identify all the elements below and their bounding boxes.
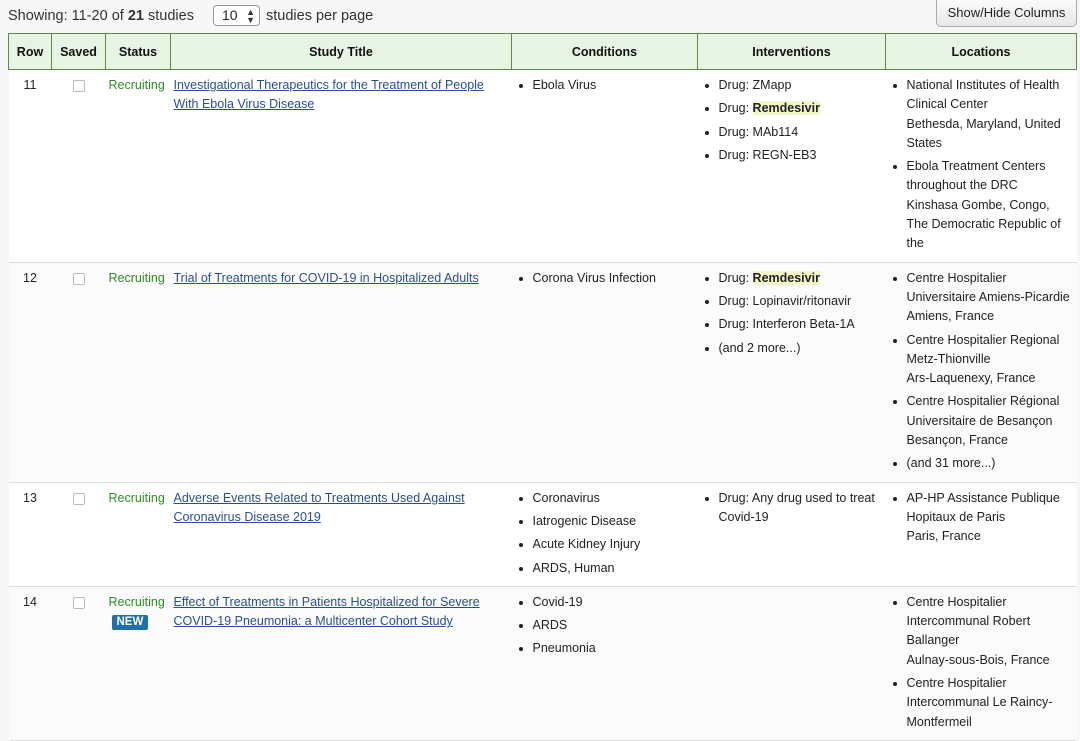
status-label: Recruiting [108,78,165,92]
intervention-item [719,339,883,358]
location-item: • Ebola Treatment Centers throughout the DRC Kinshasa Gombe, Congo, The Democratic Republic of the [907,157,1074,253]
conditions-cell [512,586,698,740]
table-row [9,262,1077,482]
status-cell [106,482,171,586]
location-item: • Centre Hospitalier Universitaire Amiens-Picardie Amiens, France [907,269,1074,327]
condition-item: • Covid-19 [533,593,695,612]
conditions-cell [512,262,698,482]
intervention-type: Drug: [718,78,753,92]
location-item: • AP-HP Assistance Publique Hopitaux de Paris Paris, France [907,489,1074,547]
intervention-type: Drug: [718,124,753,139]
saved-cell [52,70,106,263]
table-row [9,482,1077,586]
column-header-saved[interactable]: Saved [52,34,106,70]
saved-cell [52,586,106,740]
interventions-cell [698,70,886,263]
save-checkbox[interactable] [73,273,85,285]
interventions-cell [698,262,886,482]
interventions-cell [698,586,886,740]
status-cell [106,262,171,482]
locations-list [889,593,1074,732]
interventions-list [701,269,883,358]
conditions-list [515,269,695,288]
intervention-item [719,123,883,142]
location-item: • Centre Hospitalier Regional Metz-Thionville Ars-Laquenexy, France [907,331,1074,389]
locations-list [889,489,1074,547]
row-number: 13 [9,482,52,586]
status-label: Recruiting [108,270,165,285]
study-title-link[interactable]: Trial of Treatments for COVID-19 in Hospitalized Adults [173,270,479,285]
locations-cell [886,586,1077,740]
status-cell [106,70,171,263]
status-label: Recruiting [108,594,165,609]
study-title-cell [171,262,512,482]
intervention-name: Lopinavir/ritonavir [752,293,852,308]
intervention-name: MAb114 [752,124,799,139]
saved-cell [52,482,106,586]
study-title-cell [171,482,512,586]
location-item: • National Institutes of Health Clinical Center Bethesda, Maryland, United States [907,76,1074,153]
studies-table [8,33,1077,741]
intervention-item [719,76,883,95]
intervention-name: Remdesivir [752,101,820,116]
location-item: • (and 31 more...) [907,454,1074,473]
show-hide-columns-button[interactable]: Show/Hide Columns [936,0,1077,27]
study-title-link[interactable]: Investigational Therapeutics for the Treatment of People With Ebola Virus Disease [173,78,484,112]
save-checkbox[interactable] [73,597,85,609]
condition-item: • ARDS [533,616,695,635]
intervention-item [719,315,883,334]
column-header-interventions[interactable]: Interventions [698,34,886,70]
column-header-locations[interactable]: Locations [886,34,1077,70]
results-count: Showing: 11-20 of 21 studies [8,8,194,24]
row-number: 12 [9,262,52,482]
locations-list [889,76,1074,254]
condition-item: • Iatrogenic Disease [533,512,695,531]
conditions-cell [512,482,698,586]
column-header-status[interactable]: Status [106,34,171,70]
per-page-label: studies per page [266,8,374,24]
conditions-list [515,76,695,95]
intervention-type: Drug: [718,293,753,308]
column-header-study-title[interactable]: Study Title [171,34,512,70]
study-title-link[interactable]: Effect of Treatments in Patients Hospitalized for Severe COVID-19 Pneumonia: a Multicenter Cohort Study [173,594,480,629]
saved-cell [52,262,106,482]
per-page-select[interactable]: 10 ▲ ▼ [213,5,260,26]
intervention-name: ZMapp [752,78,792,92]
condition-item: • Corona Virus Infection [533,269,695,288]
condition-item: • Pneumonia [533,639,695,658]
intervention-item [719,146,883,165]
results-total: 21 [127,8,144,24]
column-header-conditions[interactable]: Conditions [512,34,698,70]
intervention-item [719,269,883,288]
intervention-type: Drug: [718,317,753,332]
study-title-cell [171,70,512,263]
conditions-list [515,489,695,578]
table-row [9,586,1077,740]
location-item: • Centre Hospitalier Intercommunal Le Raincy-Montfermeil [907,674,1074,732]
interventions-list [701,76,883,165]
table-row [9,70,1077,263]
intervention-item [719,99,883,118]
interventions-cell [698,482,886,586]
locations-cell [886,482,1077,586]
study-title-cell [171,586,512,740]
interventions-list [701,489,883,528]
intervention-item [719,292,883,311]
study-title-link[interactable]: Adverse Events Related to Treatments Used Against Coronavirus Disease 2019 [173,490,465,524]
condition-item: • Coronavirus [533,489,695,508]
results-toolbar [0,0,1080,33]
intervention-type: Drug: [718,147,753,162]
condition-item: • ARDS, Human [533,559,695,578]
row-number: 11 [9,70,52,263]
intervention-name: (and 2 more...) [718,340,801,355]
status-cell [106,586,171,740]
intervention-name: Remdesivir [752,270,820,285]
locations-cell [886,70,1077,263]
row-number: 14 [9,586,52,740]
stepper-arrows-icon: ▲ ▼ [246,7,255,25]
location-item: • Centre Hospitalier Régional Universitaire de Besançon Besançon, France [907,392,1074,450]
new-badge: NEW [112,615,149,630]
intervention-type: Drug: [718,490,752,505]
intervention-name: REGN-EB3 [752,147,817,162]
intervention-item [719,489,883,528]
save-checkbox[interactable] [73,80,85,92]
intervention-name: Any drug used to treat Covid-19 [718,490,875,524]
condition-item: • Ebola Virus [533,76,695,95]
conditions-list [515,593,695,659]
conditions-cell [512,70,698,263]
locations-list [889,269,1074,474]
table-header-row [9,34,1077,70]
location-item: • Centre Hospitalier Intercommunal Robert Ballanger Aulnay-sous-Bois, France [907,593,1074,670]
status-label: Recruiting [108,490,165,505]
intervention-type: Drug: [718,101,753,116]
condition-item: • Acute Kidney Injury [533,535,695,554]
intervention-name: Interferon Beta-1A [752,317,855,332]
save-checkbox[interactable] [73,493,85,505]
intervention-type: Drug: [718,270,753,285]
locations-cell [886,262,1077,482]
column-header-row[interactable]: Row [9,34,52,70]
